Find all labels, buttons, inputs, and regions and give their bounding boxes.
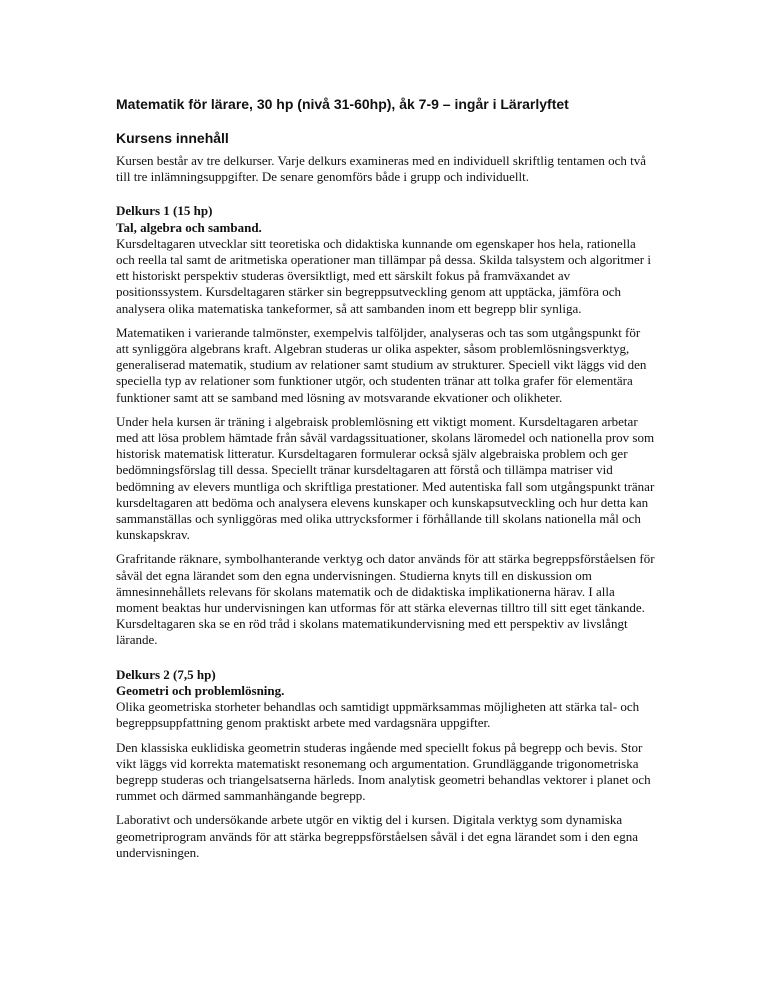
delkurs-2 [116,667,656,861]
delkurs-2-subheading: Geometri och problemlösning. [116,682,285,698]
delkurs-1-heading: Delkurs 1 (15 hp) [116,203,213,219]
section-title: Kursens innehåll [116,130,229,146]
delkurs-1-paragraph-3: Under hela kursen är träning i algebraisk problemlösning ett viktigt moment. Kursdeltagaren arbetar med att lösa problem hämtade från såväl vardagssituationer, skolans läromedel och nationella prov som historisk matematisk litteratur. Kursdeltagaren formulerar också själv algebraiska problem och ger bedömningsförslag till dessa. Speciellt tränar kursdeltagaren att förstå och tillämpa matriser vid bedömning av elevers muntliga och skriftliga prestationer. Med autentiska fall som utgångspunkt tränar kursdeltagaren att bedöma och analysera elevens kunskaper och kunskapsutveckling och hur detta kan sammanställas och synliggöras med olika uttrycksformer i förhållande till skolans nationella mål och kunskapskrav. [116,413,655,543]
delkurs-1-paragraph-2: Matematiken i varierande talmönster, exempelvis talföljder, analyseras och tas som utgångspunkt för att synliggöra algebrans kraft. Algebran studeras ur olika aspekter, såsom problemlösningsverktyg, generaliserad matematik, studium av relationer samt studium av strukturer. Speciell vikt läggs vid den speciella typ av relationer som funktioner utgör, och studenten tränar att tolka grafer för elementära funktioner samt att se samband med lösning av motsvarande ekvationer och olikheter. [116,324,647,405]
document-title: Matematik för lärare, 30 hp (nivå 31-60hp), åk 7-9 – ingår i Lärarlyftet [116,96,569,112]
delkurs-2-paragraph-1: Olika geometriska storheter behandlas och samtidigt uppmärksammas möjligheten att stärka tal- och begreppsuppfattning genom praktiskt arbete med vardagsnära uppgifter. [116,699,640,731]
spacer [116,193,656,203]
delkurs-2-paragraph-2: Den klassiska euklidiska geometrin studeras ingående med speciellt fokus på begrepp och bevis. Stor vikt läggs vid korrekta matematiskt resonemang och argumentation. Grundläggande trigonometriska begrepp studeras och triangelsatserna härleds. Inom analytisk geometri behandlas vektorer i planet och rummet och därmed sammanhängande begrepp. [116,739,651,804]
intro-paragraph: Kursen består av tre delkurser. Varje delkurs examineras med en individuell skriftlig tentamen och två till tre inlämningsuppgifter. De senare genomförs både i grupp och individuellt. [116,153,647,185]
delkurs-2-heading: Delkurs 2 (7,5 hp) [116,666,216,682]
delkurs-1-paragraph-4: Grafritande räknare, symbolhanterande verktyg och dator används för att stärka begreppsförståelsen för såväl det egna lärandet som den egna undervisningen. Studierna knyts till en diskussion om ämnesinnehållets relevans för skolans matematik och de didaktiska implikationerna härav. I alla moment beaktas hur undervisningen kan utformas för att stärka elevernas tilltro till sitt eget tänkande. Kursdeltagaren ska se en röd tråd i skolans matematikundervisning med ett perspektiv av livslångt lärande. [116,551,655,648]
delkurs-1-subheading: Tal, algebra och samband. [116,219,262,235]
delkurs-1-paragraph-1: Kursdeltagaren utvecklar sitt teoretiska och didaktiska kunnande om egenskaper hos hela, rationella och reella tal samt de aritmetiska operationer man tillämpar på dessa. Skilda talsystem och algoritmer i ett historiskt perspektiv studeras översiktligt, med ett särskilt fokus på framväxandet av positionssystem. Kursdeltagaren stärker sin begreppsutveckling genom att upptäcka, jämföra och analysera olika matematiska tankeformer, så att sambanden inom ett begrepp blir synliga. [116,235,651,316]
delkurs-1 [116,203,656,648]
document-page [116,96,656,869]
delkurs-2-paragraph-3: Laborativt och undersökande arbete utgör en viktig del i kursen. Digitala verktyg som dynamiska geometriprogram används för att stärka begreppsförståelsen såväl i det egna lärandet som i den egna undervisningen. [116,812,638,860]
spacer [116,657,656,667]
